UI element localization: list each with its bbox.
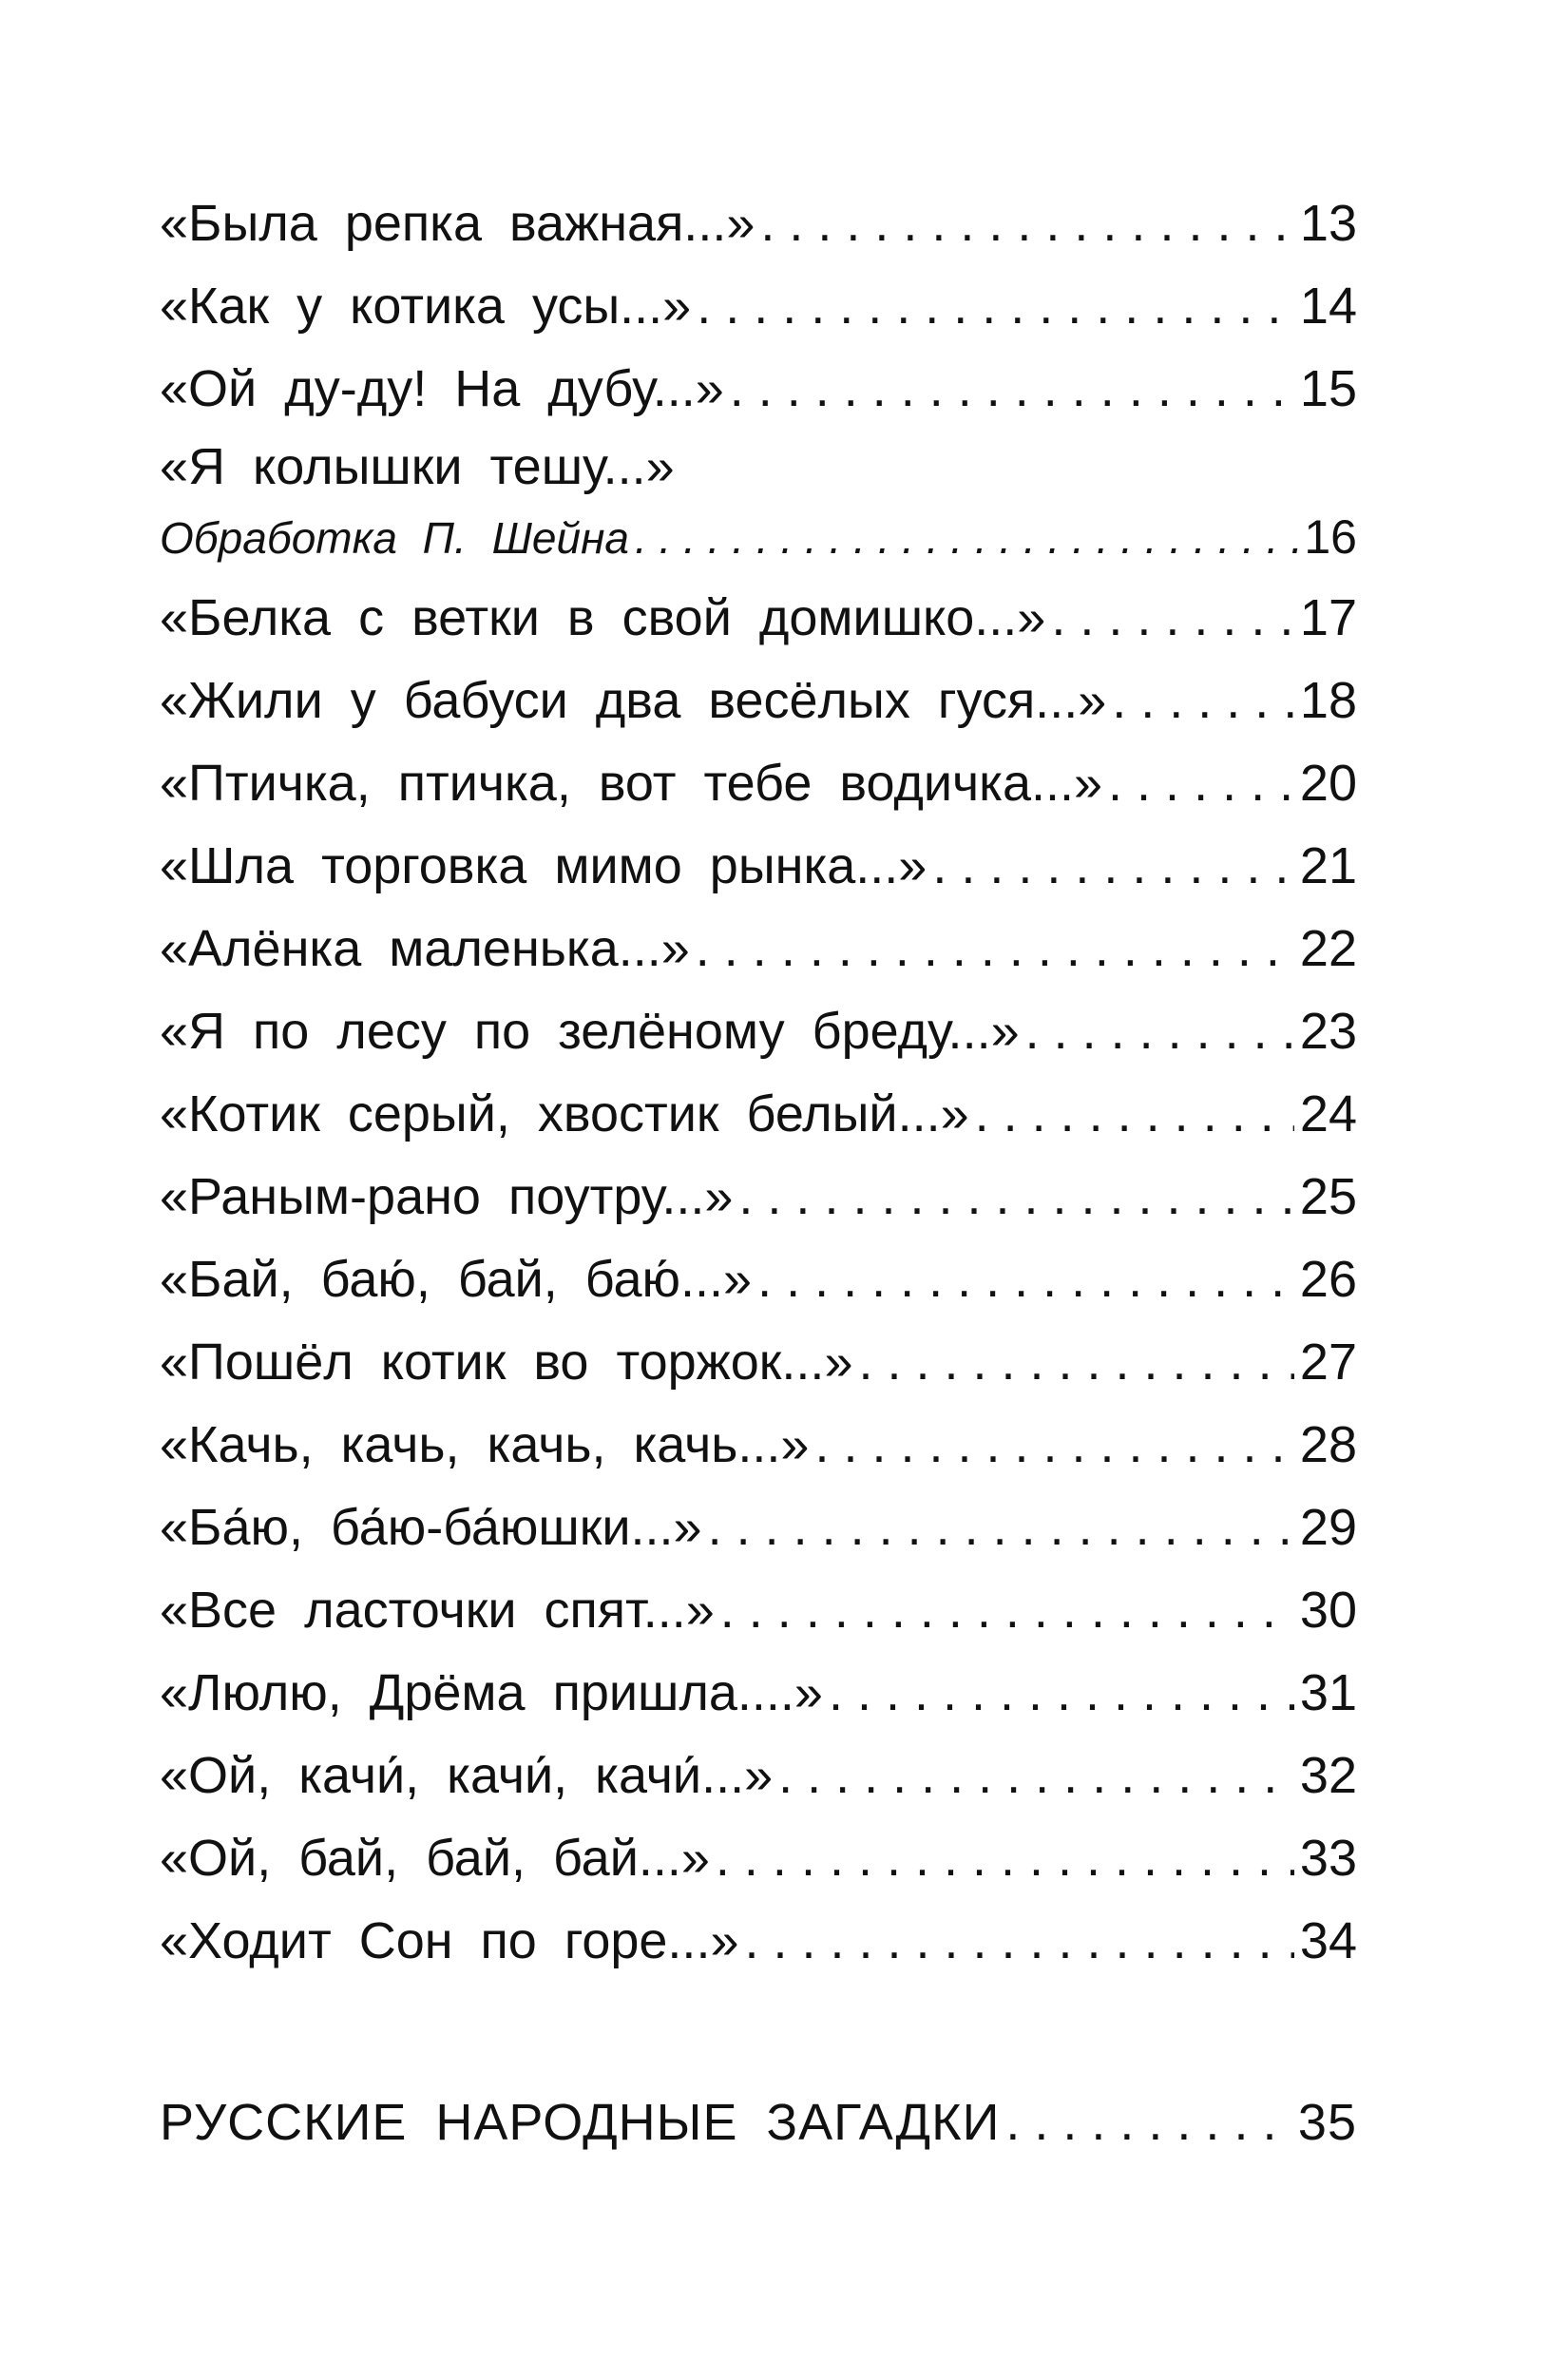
toc-entry-title: «Как у котика усы...» xyxy=(160,278,692,335)
toc-entry-title: «Птичка, птичка, вот тебе водичка...» xyxy=(160,755,1103,812)
toc-entry-page: 21 xyxy=(1299,837,1357,894)
toc-entry[interactable] xyxy=(160,348,1357,431)
table-of-contents xyxy=(160,182,1357,2164)
toc-entry-title: «Белка с ветки в свой домишко...» xyxy=(160,589,1046,646)
toc-entry-author: Обработка П. Шейна xyxy=(160,513,629,563)
section-title: РУССКИЕ НАРОДНЫЕ ЗАГАДКИ xyxy=(160,2094,1001,2151)
toc-entry[interactable] xyxy=(160,742,1357,825)
dot-leader xyxy=(932,825,1294,908)
dot-leader xyxy=(730,348,1294,431)
toc-entry[interactable] xyxy=(160,1238,1357,1321)
toc-entry-page: 33 xyxy=(1299,1830,1357,1887)
toc-entry[interactable] xyxy=(160,1321,1357,1404)
toc-entry-page: 23 xyxy=(1299,1003,1357,1060)
toc-entry-title: «Люлю, Дрёма пришла....» xyxy=(160,1664,823,1721)
toc-entry-page: 20 xyxy=(1299,755,1357,812)
toc-entry[interactable] xyxy=(160,1073,1357,1156)
dot-leader xyxy=(697,265,1294,348)
dot-leader xyxy=(975,1073,1294,1156)
toc-entry-title: «Ходит Сон по горе...» xyxy=(160,1912,739,1969)
dot-leader xyxy=(738,1156,1294,1238)
toc-entry-page: 30 xyxy=(1299,1582,1357,1639)
toc-entry[interactable] xyxy=(160,825,1357,908)
toc-entry[interactable] xyxy=(160,908,1357,990)
toc-entry-page: 29 xyxy=(1299,1499,1357,1556)
section-page: 35 xyxy=(1297,2094,1357,2151)
toc-entry[interactable] xyxy=(160,265,1357,348)
toc-entry-page: 27 xyxy=(1299,1334,1357,1391)
toc-entry-title: «Ой ду-ду! На дубу...» xyxy=(160,360,724,417)
toc-entry-page: 18 xyxy=(1299,672,1357,729)
toc-entry[interactable] xyxy=(160,660,1357,742)
toc-entry-page: 25 xyxy=(1299,1168,1357,1225)
toc-entry-page: 24 xyxy=(1299,1085,1357,1142)
dot-leader xyxy=(858,1321,1293,1404)
toc-entry-page: 26 xyxy=(1299,1251,1357,1308)
toc-entry-page: 28 xyxy=(1299,1416,1357,1473)
toc-entry[interactable] xyxy=(160,1569,1357,1652)
dot-leader xyxy=(1051,577,1294,660)
toc-entry[interactable] xyxy=(160,577,1357,660)
toc-entry-page: 15 xyxy=(1299,360,1357,417)
toc-section-heading[interactable] xyxy=(160,2082,1357,2164)
toc-entry-title: «Ой, качи́, качи́, качи́...» xyxy=(160,1747,774,1804)
dot-leader xyxy=(757,1238,1294,1321)
dot-leader xyxy=(1108,742,1294,825)
toc-entry-title: «Я колышки тешу...» xyxy=(160,438,675,495)
toc-entry-page: 32 xyxy=(1299,1747,1357,1804)
toc-entry[interactable] xyxy=(160,1487,1357,1569)
toc-entry[interactable] xyxy=(160,182,1357,265)
dot-leader xyxy=(716,1817,1294,1900)
toc-entry-multiline-title[interactable] xyxy=(160,431,1357,497)
toc-entry[interactable] xyxy=(160,1817,1357,1900)
dot-leader xyxy=(708,1487,1294,1569)
toc-entry-title: «Я по лесу по зелёному бреду...» xyxy=(160,1003,1020,1060)
toc-entry[interactable] xyxy=(160,1404,1357,1487)
toc-entry-page: 31 xyxy=(1299,1664,1357,1721)
dot-leader xyxy=(1025,990,1294,1073)
toc-entry[interactable] xyxy=(160,1156,1357,1238)
dot-leader xyxy=(778,1735,1294,1817)
toc-entry-title: «Бай, баю́, бай, баю́...» xyxy=(160,1251,753,1308)
toc-entry-page: 17 xyxy=(1299,589,1357,646)
toc-entry-page: 16 xyxy=(1304,510,1357,564)
dot-leader xyxy=(829,1652,1294,1735)
dot-leader xyxy=(696,908,1294,990)
toc-entry-title: «Пошёл котик во торжок...» xyxy=(160,1334,853,1391)
dot-leader xyxy=(635,498,1298,578)
toc-entry-page: 34 xyxy=(1299,1912,1357,1969)
dot-leader xyxy=(760,182,1294,265)
toc-entry-title: «Была репка важная...» xyxy=(160,195,755,252)
toc-entry-title: «Все ласточки спят...» xyxy=(160,1582,715,1639)
toc-entry-title: «Алёнка маленька...» xyxy=(160,920,690,977)
dot-leader xyxy=(744,1900,1293,1983)
toc-entry-title: «Раным-рано поутру...» xyxy=(160,1168,734,1225)
toc-entry-author-line[interactable] xyxy=(160,497,1357,577)
toc-entry[interactable] xyxy=(160,1652,1357,1735)
toc-entry-page: 14 xyxy=(1299,278,1357,335)
toc-entry-title: «Жили у бабуси два весёлых гуся...» xyxy=(160,672,1107,729)
dot-leader xyxy=(1112,660,1294,742)
dot-leader xyxy=(1005,2082,1292,2164)
toc-entry-title: «Ба́ю, ба́ю-ба́юшки...» xyxy=(160,1499,702,1556)
dot-leader xyxy=(720,1569,1294,1652)
dot-leader xyxy=(814,1404,1293,1487)
toc-entry[interactable] xyxy=(160,1900,1357,1983)
toc-entry-title: «Шла торговка мимо рынка...» xyxy=(160,837,927,894)
toc-entry-title: «Ой, бай, бай, бай...» xyxy=(160,1830,710,1887)
toc-entry[interactable] xyxy=(160,1735,1357,1817)
toc-entry-title: «Качь, качь, качь, качь...» xyxy=(160,1416,810,1473)
toc-entry-title: «Котик серый, хвостик белый...» xyxy=(160,1085,969,1142)
toc-entry-page: 22 xyxy=(1299,920,1357,977)
toc-entry[interactable] xyxy=(160,990,1357,1073)
toc-entry-page: 13 xyxy=(1299,195,1357,252)
